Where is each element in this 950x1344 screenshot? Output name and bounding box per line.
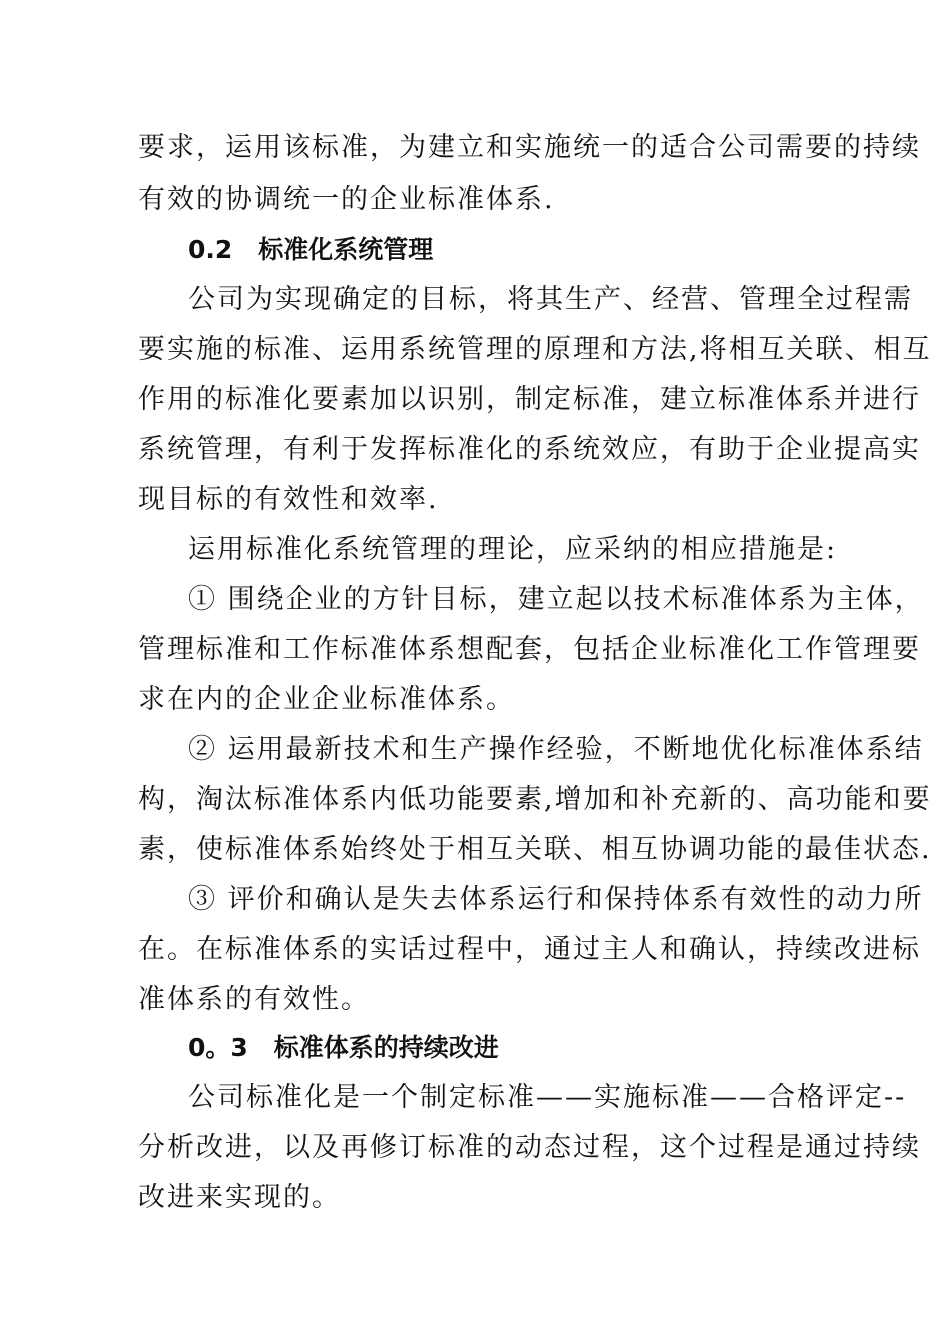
body-line: 运用标准化系统管理的理论，应采纳的相应措施是:: [188, 534, 838, 565]
body-line: ② 运用最新技术和生产操作经验，不断地优化标准体系结: [188, 734, 924, 765]
body-line: 改进来实现的。: [138, 1182, 341, 1213]
body-line: 有效的协调统一的企业标准体系.: [138, 184, 555, 215]
body-line: 素，使标准体系始终处于相互关联、相互协调功能的最佳状态.: [138, 834, 932, 865]
body-line: 公司标准化是一个制定标准——实施标准——合格评定--: [188, 1082, 907, 1113]
body-line: 分析改进，以及再修订标准的动态过程，这个过程是通过持续: [138, 1132, 921, 1163]
body-line: ③ 评价和确认是失去体系运行和保持体系有效性的动力所: [188, 884, 924, 915]
section-title: 标准化系统管理: [258, 235, 434, 264]
body-line: ① 围绕企业的方针目标，建立起以技术标准体系为主体，: [188, 584, 924, 615]
body-line: 作用的标准化要素加以识别，制定标准，建立标准体系并进行: [138, 384, 921, 415]
section-number: 0。3: [188, 1033, 248, 1062]
section-heading-0-2: [188, 232, 433, 268]
body-line: 管理标准和工作标准体系想配套，包括企业标准化工作管理要: [138, 634, 921, 665]
body-line: 要求，运用该标准，为建立和实施统一的适合公司需要的持续: [138, 132, 921, 163]
body-line: 公司为实现确定的目标，将其生产、经营、管理全过程需: [188, 284, 913, 315]
section-title: 标准体系的持续改进: [273, 1033, 499, 1062]
body-line: 准体系的有效性。: [138, 984, 370, 1015]
section-number: 0.2: [188, 235, 233, 264]
body-line: 要实施的标准、运用系统管理的原理和方法,将相互关联、相互: [138, 334, 932, 365]
body-line: 现目标的有效性和效率.: [138, 484, 439, 515]
body-line: 构，淘汰标准体系内低功能要素,增加和补充新的、高功能和要: [138, 784, 932, 815]
body-line: 求在内的企业企业标准体系。: [138, 684, 515, 715]
body-line: 在。在标准体系的实话过程中，通过主人和确认，持续改进标: [138, 934, 921, 965]
body-line: 系统管理，有利于发挥标准化的系统效应，有助于企业提高实: [138, 434, 921, 465]
section-heading-0-3: [188, 1030, 499, 1066]
